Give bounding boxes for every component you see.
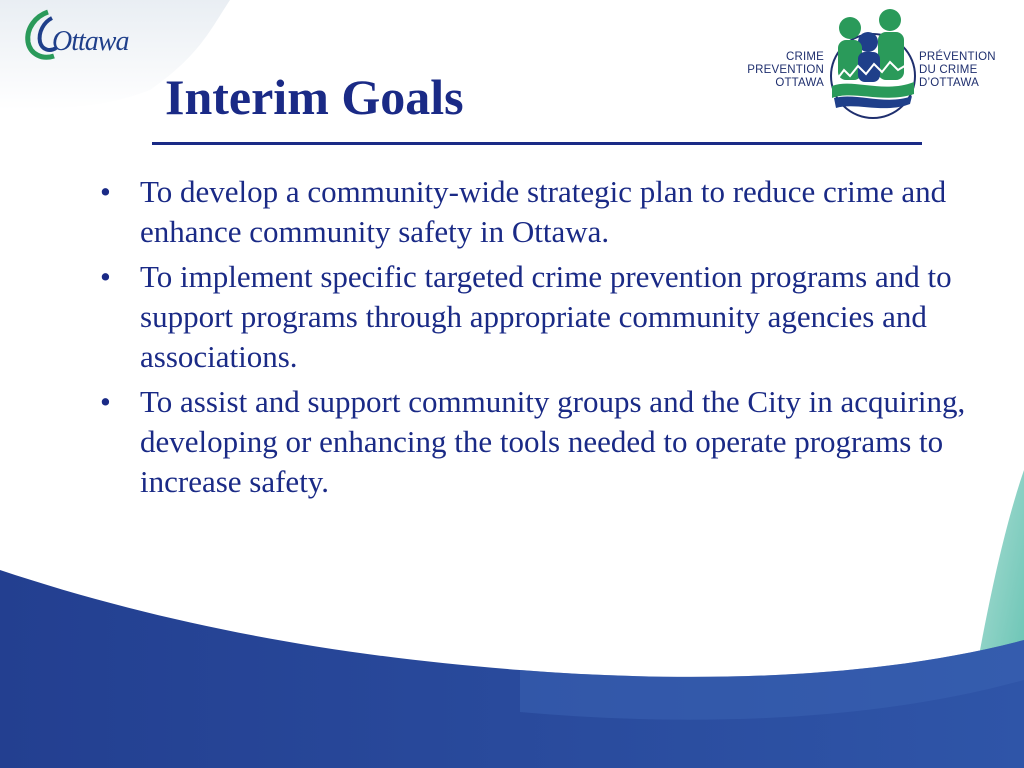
goal-item [100,172,980,252]
ottawa-wordmark: Ottawa [52,26,129,57]
crime-prevention-french-text [919,51,1019,90]
goal-text: To implement specific targeted crime prevention programs and to support programs through appropriate community agencies and associations. [140,259,952,374]
cp-fr-line: PRÉVENTION [919,51,996,63]
cp-fr-line: DU CRIME [919,64,978,76]
goal-text: To develop a community-wide strategic plan to reduce crime and enhance community safety in Ottawa. [140,174,947,249]
cp-en-line: OTTAWA [775,77,824,89]
bullet: • [100,259,111,294]
title-underline [152,142,922,145]
goals-list [100,172,980,507]
city-of-ottawa-logo [18,8,138,64]
bullet: • [100,174,111,209]
cp-fr-line: D’OTTAWA [919,77,979,89]
cp-en-line: CRIME [785,51,824,63]
goal-text: To assist and support community groups and the City in acquiring, developing or enhancing the tools needed to operate programs to increase safety. [140,384,966,499]
bullet: • [100,384,111,419]
crime-prevention-ottawa-logo [732,4,1014,122]
crime-prevention-emblem-icon [828,4,918,122]
goal-item [100,257,980,377]
cp-en-line: PREVENTION [747,64,824,76]
slide-title: Interim Goals [165,69,464,125]
goal-item [100,382,980,502]
crime-prevention-english-text [732,51,824,90]
